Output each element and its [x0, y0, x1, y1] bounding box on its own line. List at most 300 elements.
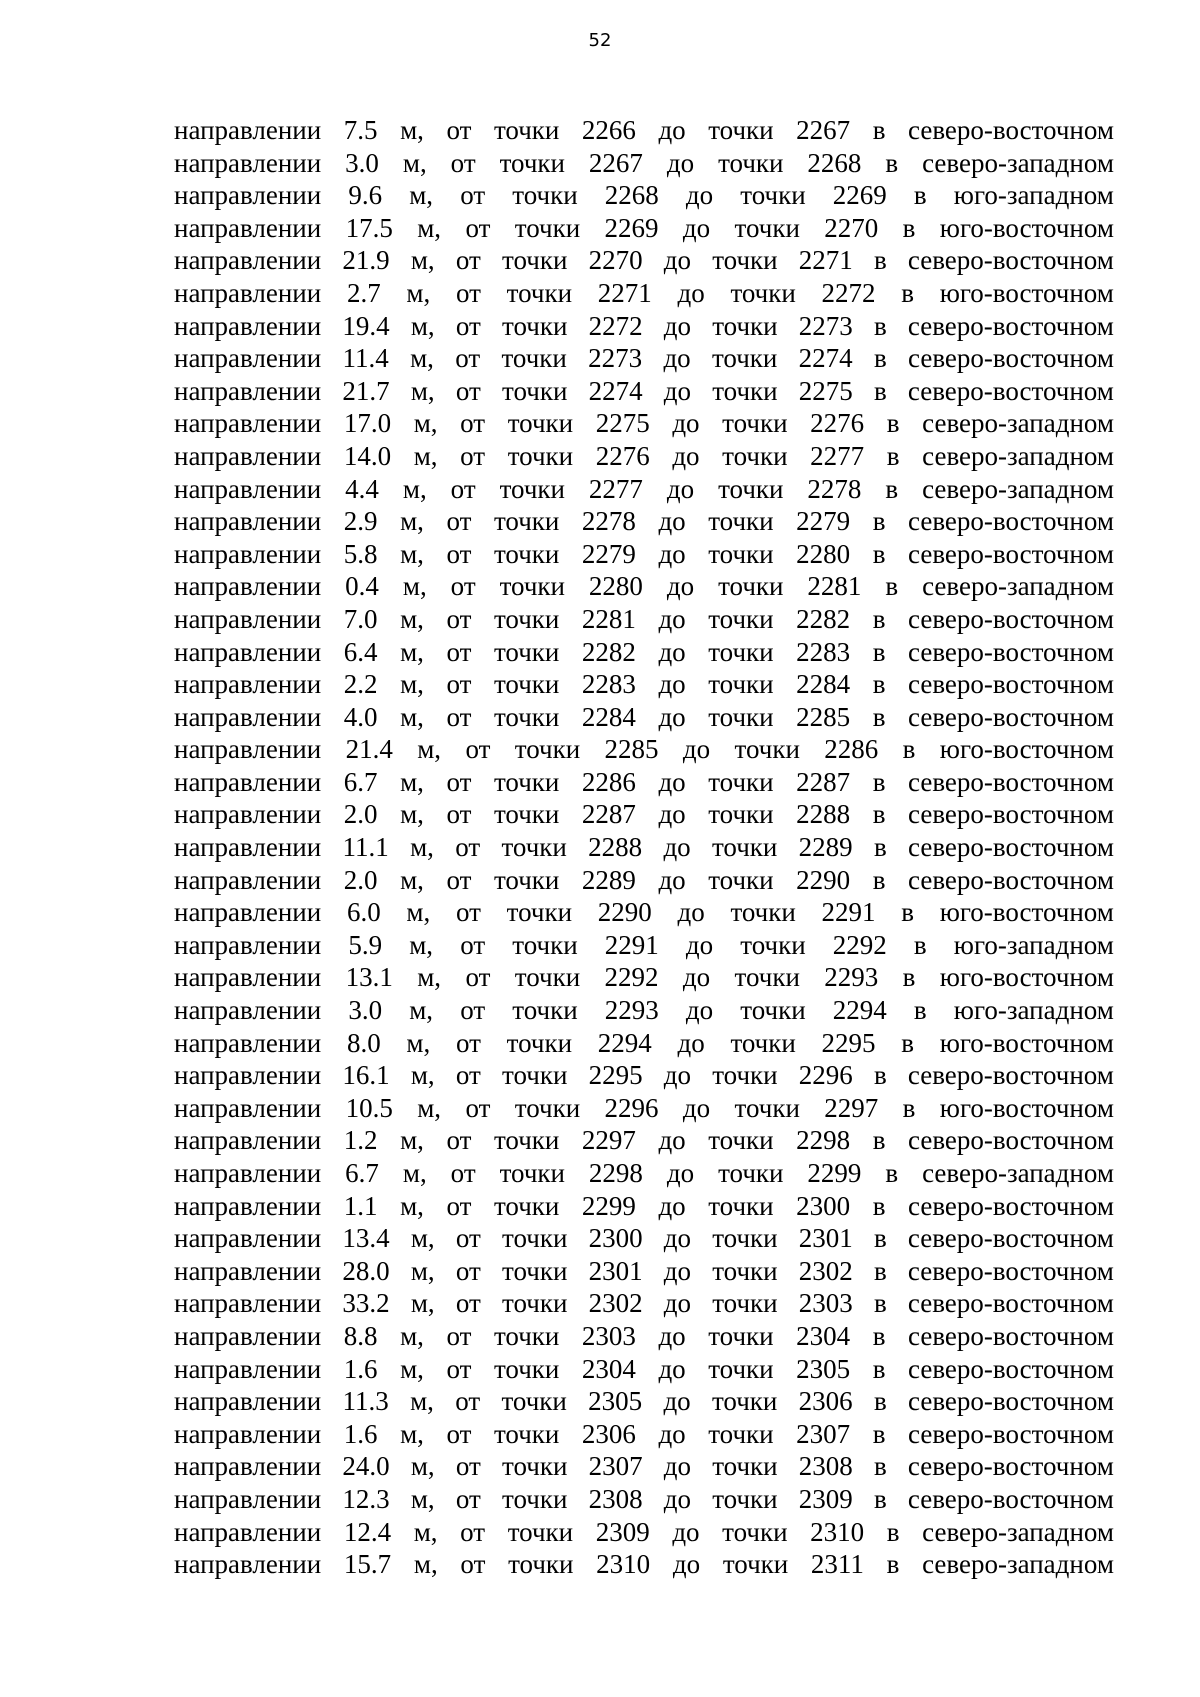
- text-word: м,: [413, 408, 438, 439]
- text-word: от: [446, 1320, 472, 1351]
- text-word: от: [446, 1190, 472, 1221]
- text-word: от: [450, 1158, 476, 1188]
- text-word: точки: [507, 1516, 574, 1547]
- text-word: северо-восточном: [908, 669, 1114, 700]
- text-word: направлении: [174, 1092, 322, 1123]
- text-word: точки: [493, 1125, 560, 1156]
- text-word: точки: [712, 1060, 778, 1091]
- text-word: северо-восточном: [907, 1223, 1114, 1254]
- text-word: направлении: [174, 245, 322, 276]
- text-word: от: [446, 603, 472, 634]
- text-word: точки: [730, 897, 796, 928]
- text-word: 2284: [581, 701, 636, 732]
- text-word: 2289: [798, 832, 853, 863]
- text-line: [174, 179, 1114, 212]
- text-line: [174, 929, 1114, 962]
- text-word: 2296: [604, 1092, 659, 1123]
- text-word: от: [446, 115, 472, 145]
- text-word: 11.1: [342, 832, 389, 863]
- text-word: 2276: [810, 408, 865, 439]
- text-word: 2288: [796, 799, 851, 830]
- text-word: до: [682, 1092, 711, 1123]
- text-word: 13.1: [345, 962, 393, 993]
- text-word: в: [872, 799, 886, 830]
- text-word: точки: [512, 995, 578, 1026]
- text-word: северо-восточном: [908, 701, 1114, 732]
- text-line: [174, 342, 1114, 375]
- text-word: в: [872, 864, 886, 895]
- text-word: м,: [400, 1190, 424, 1221]
- text-word: до: [663, 1223, 692, 1254]
- text-word: от: [446, 701, 472, 732]
- text-word: м,: [417, 1092, 442, 1123]
- text-word: направлении: [174, 1451, 322, 1482]
- text-word: м,: [409, 995, 434, 1026]
- text-word: 2270: [588, 245, 643, 276]
- text-word: в: [886, 440, 900, 471]
- text-word: направлении: [174, 864, 322, 895]
- text-word: 6.0: [346, 897, 381, 928]
- text-word: северо-восточном: [908, 799, 1114, 830]
- text-word: точки: [722, 440, 788, 471]
- text-word: до: [672, 1549, 701, 1580]
- text-line: [174, 1353, 1114, 1386]
- text-word: направлении: [174, 897, 322, 928]
- text-word: 2306: [581, 1418, 636, 1449]
- text-word: направлении: [174, 1190, 322, 1221]
- text-word: точки: [493, 701, 560, 732]
- text-word: точки: [493, 1190, 560, 1221]
- page-number: 52: [588, 30, 612, 51]
- text-word: 2285: [604, 734, 659, 765]
- text-word: в: [885, 571, 899, 602]
- text-word: северо-восточном: [908, 832, 1114, 863]
- text-word: м,: [402, 147, 427, 178]
- text-word: направлении: [174, 310, 322, 341]
- text-word: точки: [708, 506, 774, 537]
- text-word: в: [872, 115, 886, 145]
- text-word: 2278: [581, 506, 636, 537]
- text-word: 2290: [597, 897, 652, 928]
- text-word: точки: [512, 929, 578, 960]
- text-word: до: [663, 1060, 692, 1091]
- text-word: 16.1: [342, 1060, 390, 1091]
- text-word: точки: [502, 1060, 568, 1091]
- text-word: 2301: [798, 1223, 853, 1254]
- text-word: направлении: [174, 995, 322, 1026]
- text-word: направлении: [174, 277, 322, 308]
- text-word: до: [658, 115, 686, 145]
- text-word: точки: [506, 897, 573, 928]
- text-word: м,: [417, 962, 442, 993]
- text-line: [174, 244, 1114, 277]
- text-line: [174, 1027, 1114, 1060]
- text-word: 2303: [798, 1288, 853, 1319]
- text-line: [174, 1255, 1114, 1288]
- text-word: точки: [514, 962, 581, 993]
- text-word: от: [460, 995, 486, 1026]
- text-word: направлении: [174, 115, 322, 145]
- text-word: 13.4: [342, 1223, 390, 1254]
- text-word: северо-восточном: [907, 245, 1114, 276]
- text-word: 2.9: [343, 506, 378, 537]
- text-word: северо-восточном: [908, 115, 1114, 145]
- text-word: м,: [410, 1451, 435, 1482]
- text-word: северо-восточном: [908, 766, 1114, 797]
- text-word: 2293: [604, 995, 659, 1026]
- text-word: от: [455, 310, 481, 341]
- text-word: 2291: [821, 897, 876, 928]
- text-word: точки: [718, 147, 784, 178]
- text-word: от: [446, 1125, 472, 1156]
- text-word: точки: [502, 1451, 568, 1482]
- text-line: [174, 1157, 1114, 1190]
- text-word: в: [902, 962, 916, 993]
- text-word: м,: [413, 1516, 438, 1547]
- text-word: м,: [410, 1483, 435, 1514]
- text-word: м,: [400, 1320, 424, 1351]
- text-word: от: [446, 799, 472, 830]
- text-word: юго-восточном: [939, 1027, 1114, 1058]
- text-word: до: [677, 897, 705, 928]
- text-line: [174, 668, 1114, 701]
- text-line: [174, 994, 1114, 1027]
- text-word: в: [902, 212, 916, 243]
- text-word: от: [455, 1483, 481, 1514]
- text-word: 2307: [796, 1418, 851, 1449]
- text-word: 6.7: [345, 1158, 379, 1188]
- text-word: юго-восточном: [939, 277, 1114, 308]
- text-word: в: [872, 1353, 886, 1384]
- text-line: [174, 407, 1114, 440]
- text-word: м,: [410, 1386, 434, 1417]
- text-word: м,: [406, 277, 431, 308]
- text-word: м,: [410, 343, 434, 374]
- text-word: в: [886, 1516, 900, 1547]
- text-word: точки: [712, 1255, 778, 1286]
- text-word: точки: [493, 538, 560, 569]
- text-word: 2282: [796, 603, 851, 634]
- text-word: 2271: [597, 277, 652, 308]
- text-word: до: [663, 375, 692, 406]
- text-word: северо-западном: [922, 1549, 1114, 1580]
- text-word: точки: [493, 669, 560, 700]
- text-word: м,: [410, 1288, 435, 1319]
- text-word: северо-западном: [922, 440, 1114, 471]
- text-word: до: [677, 277, 705, 308]
- text-word: в: [886, 1549, 900, 1580]
- text-word: точки: [718, 1158, 784, 1188]
- text-word: точки: [712, 245, 778, 276]
- text-word: направлении: [174, 1516, 322, 1547]
- text-word: 2311: [810, 1549, 864, 1580]
- text-word: м,: [410, 1223, 435, 1254]
- text-word: точки: [722, 408, 788, 439]
- text-word: точки: [499, 147, 565, 178]
- text-word: 2282: [581, 636, 636, 667]
- text-word: 2285: [796, 701, 851, 732]
- text-word: 9.6: [348, 180, 383, 211]
- text-word: в: [873, 1288, 887, 1319]
- text-word: 2306: [798, 1386, 853, 1417]
- text-word: 2287: [581, 799, 636, 830]
- text-word: в: [885, 147, 899, 178]
- text-word: в: [873, 1060, 887, 1091]
- text-word: до: [658, 636, 686, 667]
- text-word: северо-восточном: [908, 636, 1114, 667]
- text-word: 2267: [796, 115, 851, 145]
- text-word: 11.4: [342, 343, 389, 374]
- text-line: [174, 1092, 1114, 1125]
- text-word: точки: [708, 799, 774, 830]
- text-word: в: [913, 995, 927, 1026]
- text-line: [174, 114, 1114, 147]
- text-word: 2277: [810, 440, 865, 471]
- text-word: 12.4: [343, 1516, 392, 1547]
- text-word: 2291: [604, 929, 659, 960]
- text-word: м,: [400, 669, 424, 700]
- text-word: юго-западном: [953, 180, 1114, 211]
- text-word: северо-западном: [922, 1516, 1114, 1547]
- text-word: от: [460, 408, 486, 439]
- text-word: точки: [730, 1027, 796, 1058]
- text-word: 7.0: [343, 603, 378, 634]
- text-word: точки: [493, 766, 560, 797]
- text-word: 2273: [798, 310, 853, 341]
- text-word: точки: [708, 669, 774, 700]
- text-word: направлении: [174, 1060, 322, 1091]
- text-word: от: [455, 1027, 481, 1058]
- text-word: точки: [708, 636, 774, 667]
- text-word: 2302: [588, 1288, 643, 1319]
- text-word: м,: [410, 375, 435, 406]
- text-word: точки: [502, 1288, 568, 1319]
- text-word: м,: [400, 506, 424, 537]
- text-word: 2292: [604, 962, 659, 993]
- text-word: м,: [400, 636, 424, 667]
- text-line: [174, 505, 1114, 538]
- text-word: направлении: [174, 1158, 322, 1188]
- text-word: юго-восточном: [939, 897, 1114, 928]
- text-word: точки: [740, 995, 806, 1026]
- text-word: 2297: [581, 1125, 636, 1156]
- text-word: точки: [501, 832, 567, 863]
- text-word: северо-западном: [922, 147, 1114, 178]
- text-word: м,: [409, 929, 434, 960]
- text-word: точки: [501, 343, 567, 374]
- text-word: от: [446, 1353, 472, 1384]
- text-word: 21.7: [342, 375, 390, 406]
- text-word: точки: [514, 1092, 581, 1123]
- text-word: от: [460, 1549, 486, 1580]
- text-word: от: [460, 440, 486, 471]
- text-line: [174, 277, 1114, 310]
- text-word: точки: [708, 1353, 774, 1384]
- text-word: 1.2: [343, 1125, 378, 1156]
- text-word: до: [658, 766, 686, 797]
- text-word: 2295: [821, 1027, 876, 1058]
- text-word: от: [460, 180, 486, 211]
- text-word: 2.0: [343, 864, 378, 895]
- text-word: в: [873, 832, 887, 863]
- text-word: от: [446, 538, 472, 569]
- text-word: 2279: [796, 506, 851, 537]
- text-word: 2310: [810, 1516, 865, 1547]
- text-word: м,: [410, 1255, 435, 1286]
- text-word: 2298: [796, 1125, 851, 1156]
- text-word: северо-восточном: [907, 1060, 1114, 1091]
- text-word: м,: [410, 310, 435, 341]
- text-word: до: [658, 1125, 686, 1156]
- text-word: в: [901, 277, 915, 308]
- text-word: точки: [708, 1190, 774, 1221]
- text-word: направлении: [174, 1223, 322, 1254]
- text-word: точки: [502, 375, 568, 406]
- text-word: от: [446, 669, 472, 700]
- text-word: направлении: [174, 147, 322, 178]
- text-word: направлении: [174, 1549, 322, 1580]
- text-word: 2267: [588, 147, 643, 178]
- text-word: направлении: [174, 1418, 322, 1449]
- text-word: до: [666, 473, 695, 504]
- text-word: до: [658, 506, 686, 537]
- text-word: 2307: [588, 1451, 643, 1482]
- text-word: 1.6: [343, 1418, 378, 1449]
- text-word: 2270: [824, 212, 879, 243]
- text-word: 2302: [798, 1255, 853, 1286]
- text-word: от: [465, 212, 491, 243]
- text-word: в: [873, 375, 887, 406]
- text-word: направлении: [174, 1027, 322, 1058]
- text-line: [174, 1418, 1114, 1451]
- text-word: в: [872, 636, 886, 667]
- text-word: от: [455, 1288, 481, 1319]
- text-word: в: [901, 1027, 915, 1058]
- text-word: точки: [712, 1483, 778, 1514]
- text-word: точки: [734, 1092, 800, 1123]
- text-word: точки: [493, 1353, 560, 1384]
- text-word: юго-восточном: [939, 212, 1114, 243]
- text-word: 2308: [588, 1483, 643, 1514]
- text-word: от: [465, 962, 491, 993]
- text-word: в: [885, 473, 899, 504]
- text-word: точки: [711, 343, 778, 374]
- text-word: до: [682, 962, 711, 993]
- text-word: от: [455, 277, 481, 308]
- text-word: северо-восточном: [907, 1255, 1114, 1286]
- text-word: направлении: [174, 832, 322, 863]
- text-word: точки: [718, 473, 784, 504]
- text-word: 6.4: [343, 636, 378, 667]
- text-line: [174, 147, 1114, 180]
- text-word: до: [682, 734, 711, 765]
- text-word: 2296: [798, 1060, 853, 1091]
- text-word: 2305: [796, 1353, 851, 1384]
- text-word: 11.3: [342, 1386, 389, 1417]
- text-word: точки: [493, 1320, 560, 1351]
- text-word: 8.8: [343, 1320, 378, 1351]
- text-word: 2290: [796, 864, 851, 895]
- text-word: в: [872, 1418, 886, 1449]
- text-word: северо-восточном: [908, 1353, 1114, 1384]
- text-word: 2309: [595, 1516, 650, 1547]
- text-word: точки: [502, 310, 568, 341]
- text-word: направлении: [174, 440, 322, 471]
- text-word: 24.0: [342, 1451, 390, 1482]
- text-word: точки: [708, 115, 774, 145]
- text-line: [174, 1190, 1114, 1223]
- text-word: северо-восточном: [908, 343, 1114, 374]
- text-word: юго-западном: [953, 929, 1114, 960]
- text-word: направлении: [174, 1288, 322, 1319]
- text-word: от: [446, 636, 472, 667]
- text-word: северо-западном: [922, 473, 1114, 504]
- text-word: 12.3: [342, 1483, 390, 1514]
- text-line: [174, 538, 1114, 571]
- text-line: [174, 766, 1114, 799]
- text-line: [174, 375, 1114, 408]
- text-word: от: [446, 1418, 472, 1449]
- text-word: направлении: [174, 1320, 322, 1351]
- text-line: [174, 733, 1114, 766]
- text-line: [174, 1320, 1114, 1353]
- text-word: направлении: [174, 506, 322, 537]
- text-word: м,: [413, 440, 438, 471]
- text-word: 2308: [798, 1451, 853, 1482]
- text-word: точки: [501, 1386, 567, 1417]
- text-word: северо-восточном: [907, 1451, 1114, 1482]
- text-word: точки: [712, 1288, 778, 1319]
- text-word: точки: [708, 1418, 774, 1449]
- text-word: 2289: [581, 864, 636, 895]
- text-word: точки: [708, 1125, 774, 1156]
- text-word: до: [663, 310, 692, 341]
- text-word: 7.5: [343, 115, 378, 145]
- text-word: м,: [402, 473, 427, 504]
- text-word: северо-восточном: [908, 1190, 1114, 1221]
- text-word: точки: [507, 408, 574, 439]
- text-word: точки: [712, 310, 778, 341]
- text-word: м,: [400, 1353, 424, 1384]
- text-word: точки: [734, 962, 800, 993]
- text-word: 17.0: [343, 408, 392, 439]
- text-word: точки: [499, 571, 565, 602]
- text-word: 15.7: [343, 1549, 392, 1580]
- text-word: от: [446, 766, 472, 797]
- text-line: [174, 1124, 1114, 1157]
- text-word: от: [460, 929, 486, 960]
- text-word: 2281: [581, 603, 636, 634]
- text-word: м,: [402, 571, 427, 602]
- text-word: направлении: [174, 408, 322, 439]
- text-word: 2301: [588, 1255, 643, 1286]
- text-word: 2298: [588, 1158, 643, 1188]
- document-body: [174, 114, 1114, 1581]
- text-word: 2305: [588, 1386, 643, 1417]
- text-word: 2288: [588, 832, 643, 863]
- text-word: точки: [502, 1223, 568, 1254]
- text-word: 2274: [588, 375, 643, 406]
- text-word: точки: [711, 832, 778, 863]
- text-word: в: [872, 701, 886, 732]
- text-word: направлении: [174, 929, 322, 960]
- text-word: м,: [402, 1158, 427, 1188]
- text-word: 2292: [832, 929, 887, 960]
- text-line: [174, 1287, 1114, 1320]
- text-word: северо-восточном: [908, 1386, 1114, 1417]
- text-word: м,: [400, 799, 424, 830]
- text-word: до: [663, 1386, 691, 1417]
